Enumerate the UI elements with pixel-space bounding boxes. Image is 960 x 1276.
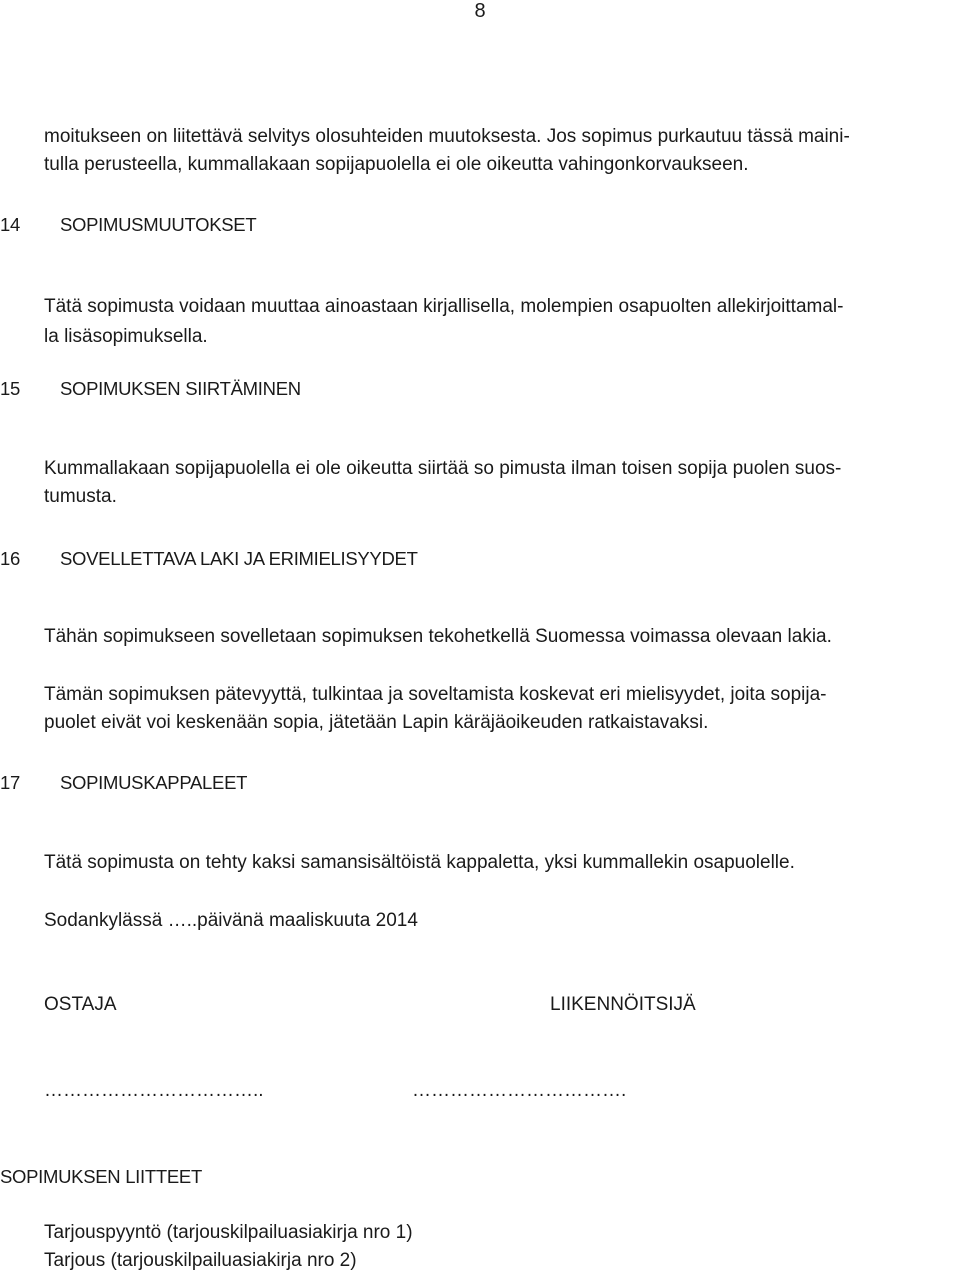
section-text-line: Tämän sopimuksen pätevyyttä, tulkintaa ja soveltamista koskevat eri mielisyydet, joita sopija-: [44, 684, 827, 705]
section-text-line: Tähän sopimukseen sovelletaan sopimuksen tekohetkellä Suomessa voimassa olevaan lakia.: [44, 626, 832, 647]
page-number: 8: [474, 0, 486, 22]
section-number: 15: [0, 378, 20, 399]
attachment-item: Tarjouspyyntö (tarjouskilpailuasiakirja nro 1): [44, 1222, 413, 1243]
intro-line-1: moitukseen on liitettävä selvitys olosuhteiden muutoksesta. Jos sopimus purkautuu tässä maini-: [44, 126, 850, 147]
operator-signature-line: …………………………….: [412, 1080, 627, 1101]
attachments-heading: SOPIMUKSEN LIITTEET: [0, 1166, 202, 1187]
attachment-item: Tarjous (tarjouskilpailuasiakirja nro 2): [44, 1250, 357, 1271]
section-text-line: Tätä sopimusta voidaan muuttaa ainoastaan kirjallisella, molempien osapuolten allekirjoittamal-: [44, 296, 844, 317]
section-text-line: Kummallakaan sopijapuolella ei ole oikeutta siirtää so pimusta ilman toisen sopija puolen suos-: [44, 458, 842, 479]
section-heading: SOPIMUSKAPPALEET: [60, 772, 248, 793]
section-text-line: tumusta.: [44, 486, 117, 507]
section-text-line: la lisäsopimuksella.: [44, 326, 208, 347]
section-number: 16: [0, 548, 20, 569]
buyer-label: OSTAJA: [44, 994, 117, 1015]
section-number: 17: [0, 772, 20, 793]
section-heading: SOVELLETTAVA LAKI JA ERIMIELISYYDET: [60, 548, 418, 569]
intro-line-2: tulla perusteella, kummallakaan sopijapuolella ei ole oikeutta vahingonkorvaukseen.: [44, 154, 749, 175]
operator-label: LIIKENNÖITSIJÄ: [550, 994, 696, 1015]
place-date: Sodankylässä …..päivänä maaliskuuta 2014: [44, 910, 418, 931]
buyer-signature-line: ……………………………..: [44, 1080, 264, 1101]
section-heading: SOPIMUKSEN SIIRTÄMINEN: [60, 378, 301, 399]
section-text-line: Tätä sopimusta on tehty kaksi samansisältöistä kappaletta, yksi kummallekin osapuolelle.: [44, 852, 795, 873]
section-number: 14: [0, 214, 20, 235]
section-text-line: puolet eivät voi keskenään sopia, jätetään Lapin käräjäoikeuden ratkaistavaksi.: [44, 712, 709, 733]
section-heading: SOPIMUSMUUTOKSET: [60, 214, 257, 235]
